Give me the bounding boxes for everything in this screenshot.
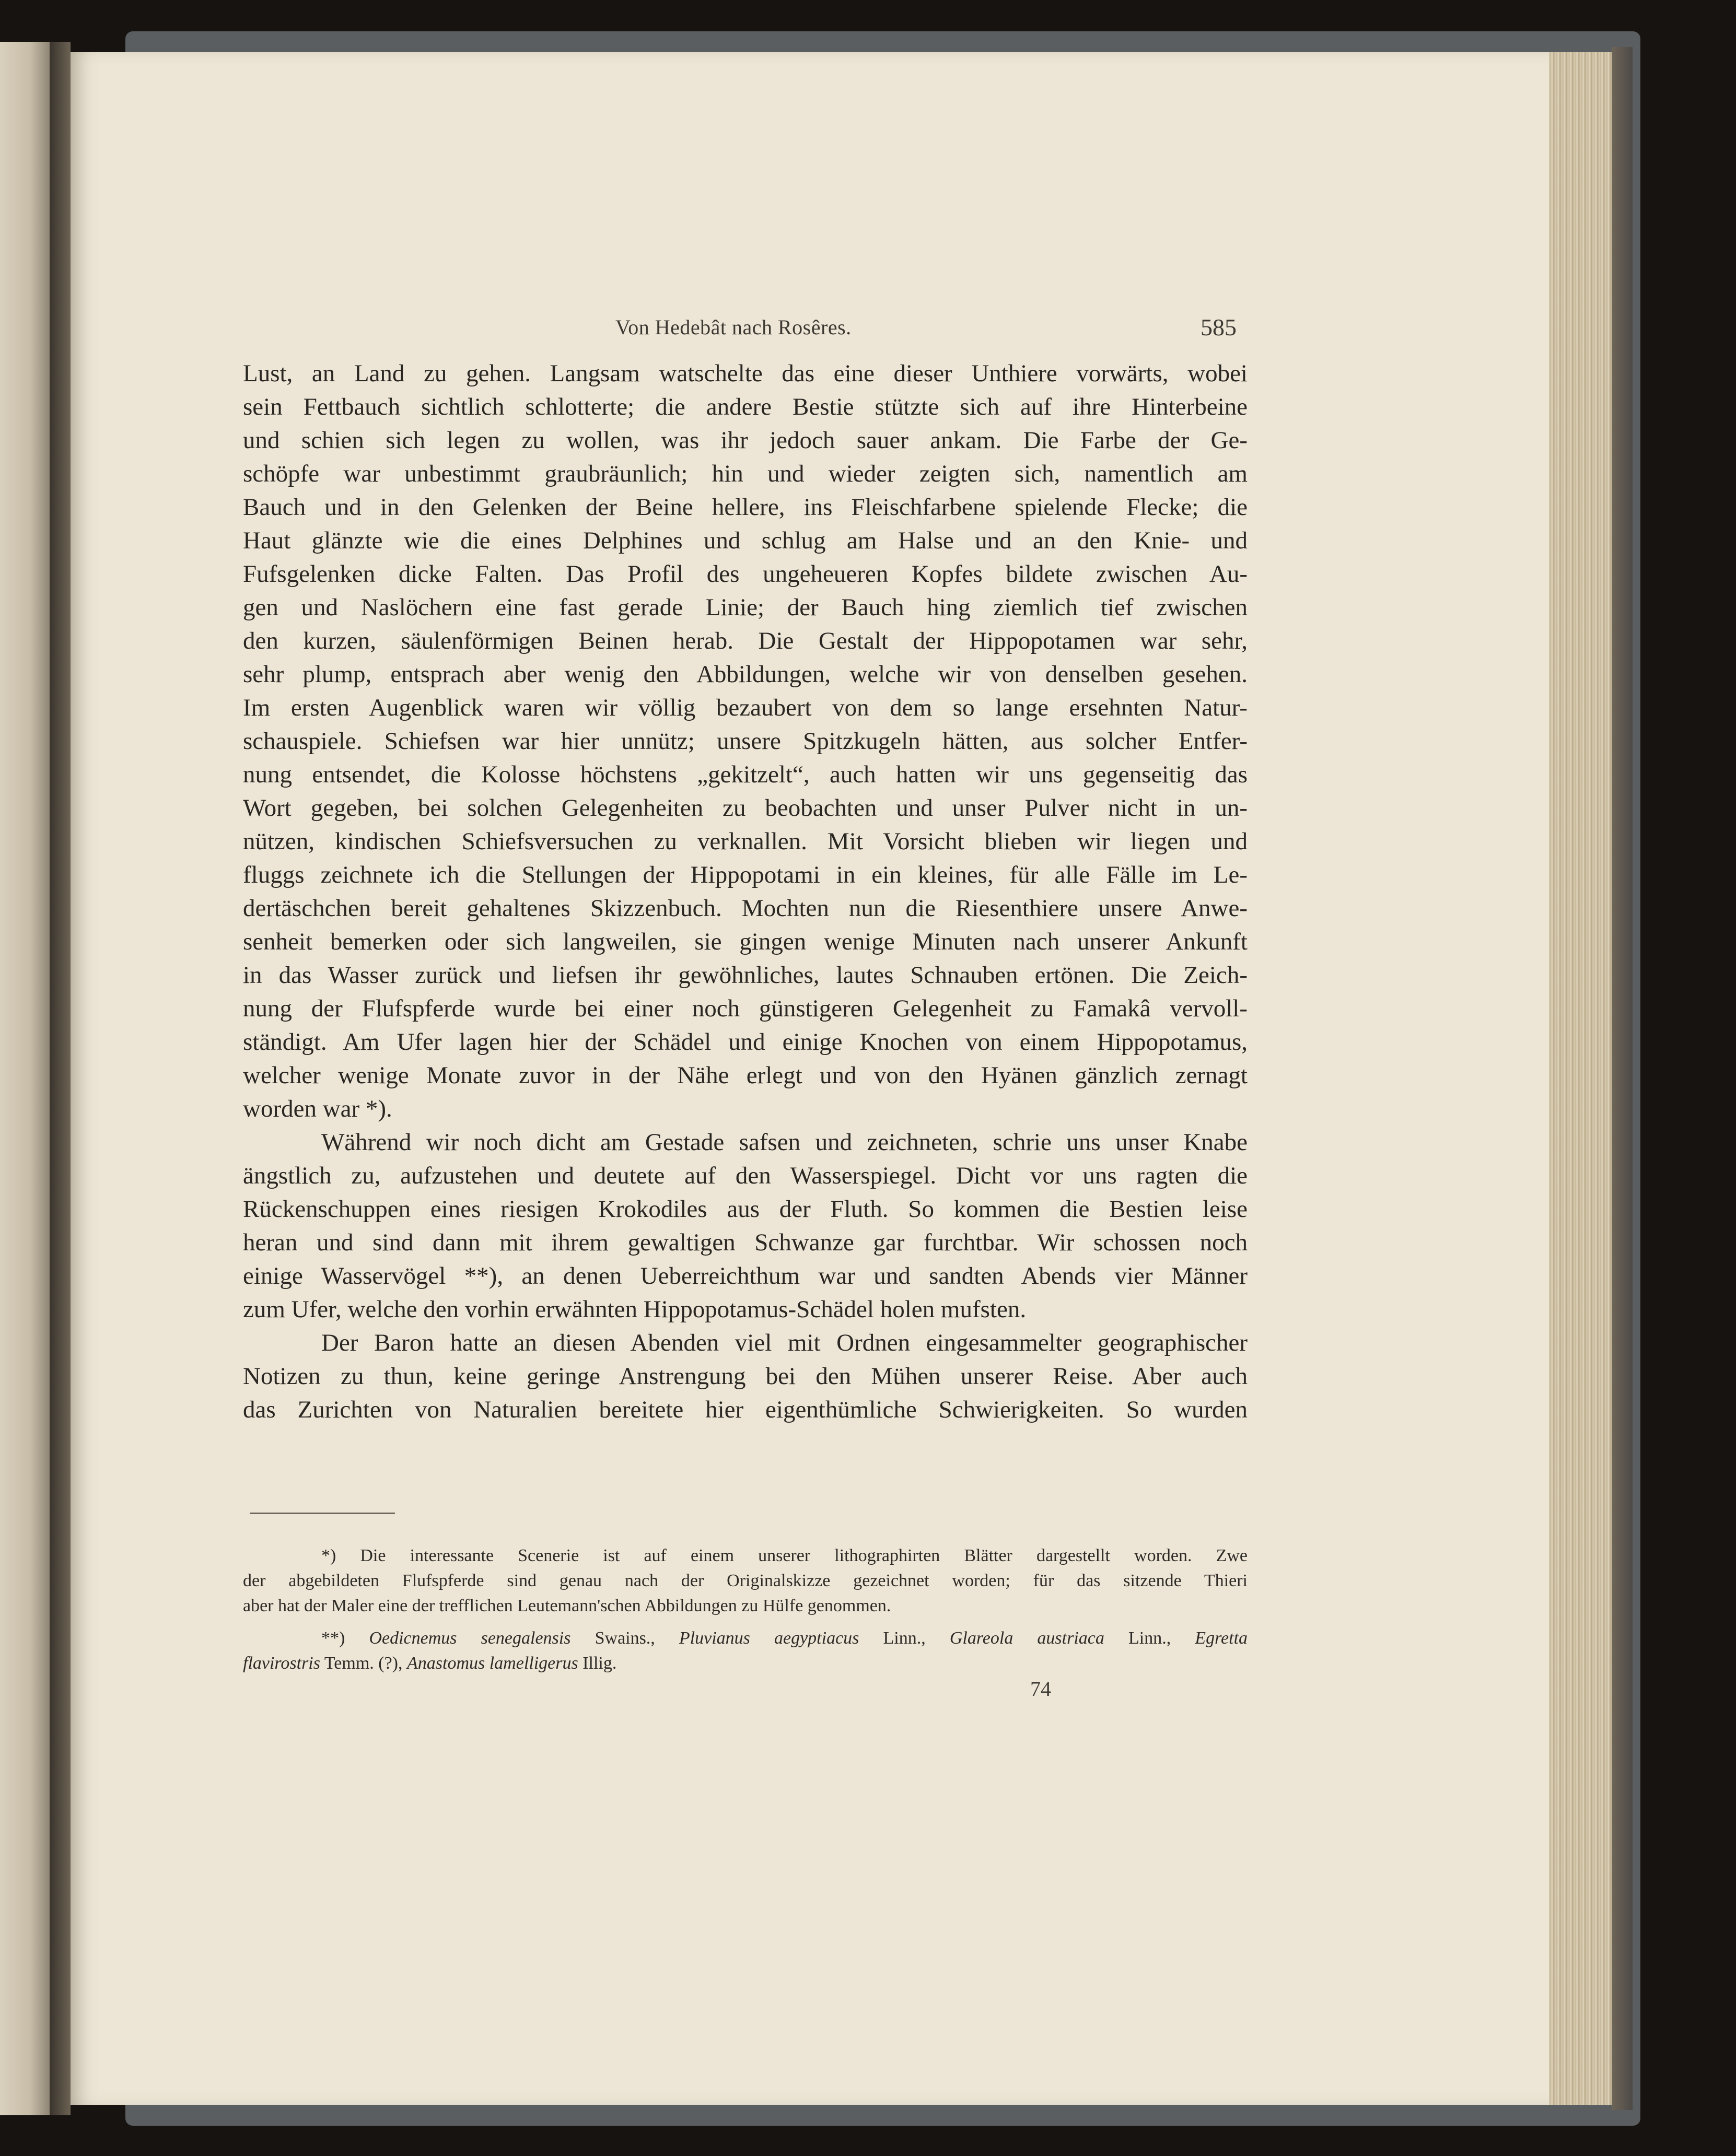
text-line: nung entsendet, die Kolosse höchstens „gekitzelt“, auch hatten wir uns gegenseitig das [243,761,1248,788]
footnote-authority: Temm. (?), [320,1654,407,1673]
footnote-authority: Linn., [1104,1628,1195,1648]
text-line: schöpfe war unbestimmt graubräunlich; hin und wieder zeigten sich, namentlich am [243,460,1248,487]
footnote-line [243,1651,1248,1676]
text-line: worden war *). [243,1095,392,1122]
text-line: Haut glänzte wie die eines Delphines und schlug am Halse und an den Knie- und [243,527,1248,554]
footnote-line: aber hat der Maler eine der trefflichen Leutemann'schen Abbildungen zu Hülfe genommen. [243,1596,891,1615]
text-line: Im ersten Augenblick waren wir völlig bezaubert von dem so lange ersehnten Natur- [243,694,1248,721]
text-line: Rückenschuppen eines riesigen Krokodiles aus der Fluth. So kommen die Bestien leise [243,1196,1248,1223]
footnote-authority: Illig. [578,1654,617,1673]
text-line: sein Fettbauch sichtlich schlotterte; die andere Bestie stützte sich auf ihre Hinterbeine [243,393,1248,420]
text-line: ständigt. Am Ufer lagen hier der Schädel und einige Knochen von einem Hippopotamus, [243,1028,1248,1056]
text-line: sehr plump, entsprach aber wenig den Abbildungen, welche wir von denselben gesehen. [243,661,1248,688]
text-line: Wort gegeben, bei solchen Gelegenheiten zu beobachten und unser Pulver nicht in un- [243,794,1248,822]
text-line: Fufsgelenken dicke Falten. Das Profil des ungeheueren Kopfes bildete zwischen Au- [243,560,1248,588]
footnote-line: der abgebildeten Flufspferde sind genau nach der Originalskizze gezeichnet worden; für das sitzende Thieri [243,1571,1248,1590]
text-line: Lust, an Land zu gehen. Langsam watschelte das eine dieser Unthiere vorwärts, wobei [243,360,1248,387]
footnote-species-name: Glareola austriaca [949,1628,1104,1648]
text-line: Notizen zu thun, keine geringe Anstrengung bei den Mühen unserer Reise. Aber auch [243,1363,1248,1390]
text-line: senheit bemerken oder sich langweilen, sie gingen wenige Minuten nach unserer Ankunft [243,928,1248,955]
text-line: nützen, kindischen Schiefsversuchen zu verknallen. Mit Vorsicht blieben wir liegen und [243,828,1248,855]
page-stack-shadow [1612,47,1633,2110]
text-line: das Zurichten von Naturalien bereitete hier eigenthümliche Schwierigkeiten. So wurden [243,1396,1248,1423]
text-line: Während wir noch dicht am Gestade safsen und zeichneten, schrie uns unser Knabe [321,1129,1248,1156]
text-line: den kurzen, säulenförmigen Beinen herab. Die Gestalt der Hippopotamen war sehr, [243,627,1248,654]
body-text [243,357,1248,1426]
text-line: gen und Naslöchern eine fast gerade Linie; der Bauch hing ziemlich tief zwischen [243,594,1248,621]
text-line: Der Baron hatte an diesen Abenden viel mit Ordnen eingesammelter geographischer [321,1329,1248,1356]
text-line: in das Wasser zurück und liefsen ihr gewöhnliches, lautes Schnauben ertönen. Die Zeich- [243,962,1248,989]
footnote-species-name: Pluvianus aegyptiacus [679,1628,859,1648]
footnote-rule [250,1513,395,1514]
text-line: zum Ufer, welche den vorhin erwähnten Hippopotamus-Schädel holen mufsten. [243,1296,1027,1323]
text-line: dertäschchen bereit gehaltenes Skizzenbuch. Mochten nun die Riesenthiere unsere Anwe- [243,895,1248,922]
footnotes [243,1543,1248,1676]
footnote-line: *) Die interessante Scenerie ist auf einem unserer lithographirten Blätter dargestellt worden. Zwe [321,1546,1248,1565]
page-number: 585 [1201,314,1237,341]
text-line: und schien sich legen zu wollen, was ihr jedoch sauer ankam. Die Farbe der Ge- [243,427,1248,454]
text-line: ängstlich zu, aufzustehen und deutete auf den Wasserspiegel. Dicht vor uns ragten die [243,1162,1248,1189]
footnote-species-name: flavirostris [243,1654,320,1673]
footnote-species-name: Anastomus lamelligerus [407,1654,578,1673]
footnote-authority: Swains., [570,1628,679,1648]
text-line: nung der Flufspferde wurde bei einer noch günstigeren Gelegenheit zu Famakâ vervoll- [243,995,1248,1022]
text-line: welcher wenige Monate zuvor in der Nähe erlegt und von den Hyänen gänzlich zernagt [243,1062,1248,1089]
page-stack-edges [1549,52,1612,2105]
running-title: Von Hedebât nach Rosêres. [615,315,852,339]
footnote-species-name: Oedicnemus senegalensis [369,1628,571,1648]
footnote-authority: Linn., [859,1628,950,1648]
footnote-line [243,1626,1248,1651]
text-line: schauspiele. Schiefsen war hier unnütz; unsere Spitzkugeln hätten, aus solcher Entfer- [243,728,1248,755]
text-line: fluggs zeichnete ich die Stellungen der Hippopotami in ein kleines, für alle Fälle im Le- [243,861,1248,888]
book-gutter [50,42,71,2115]
signature-mark: 74 [1030,1677,1051,1701]
footnote-marker: **) [321,1628,345,1648]
text-line: heran und sind dann mit ihrem gewaltigen Schwanze gar furchtbar. Wir schossen noch [243,1229,1248,1256]
footnote-species-name: Egretta [1195,1628,1248,1648]
left-facing-page-edge [0,42,50,2115]
text-line: Bauch und in den Gelenken der Beine hellere, ins Fleischfarbene spielende Flecke; die [243,494,1248,521]
text-line: einige Wasservögel **), an denen Ueberreichthum war und sandten Abends vier Männer [243,1262,1248,1290]
